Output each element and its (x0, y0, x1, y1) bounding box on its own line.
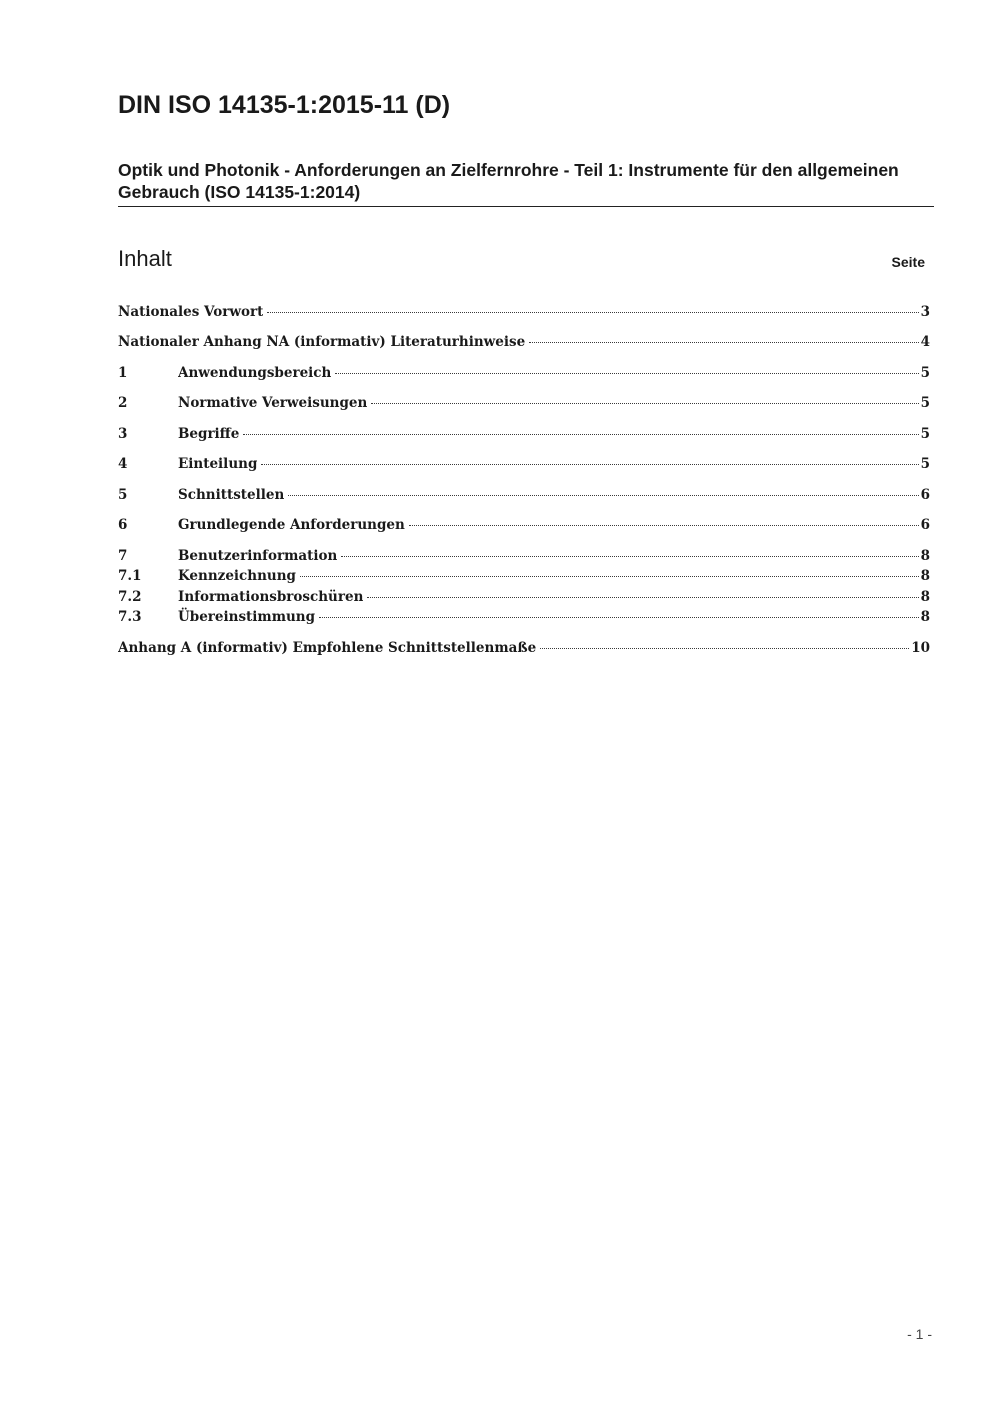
toc-entry-page: 6 (920, 517, 930, 533)
toc-entry-page: 10 (911, 640, 930, 656)
toc-entry-page: 4 (920, 334, 930, 350)
toc-entry-benutzerinformation[interactable] (118, 546, 930, 566)
toc-entry-normative-verweisungen[interactable] (118, 393, 930, 413)
toc-entry-title: Benutzerinformation (178, 548, 338, 564)
toc-dot-leader (267, 312, 918, 313)
toc-entry-nationaler-anhang-na[interactable] (118, 332, 930, 352)
toc-entry-page: 8 (920, 568, 930, 584)
toc-entry-title: Nationales Vorwort (118, 304, 264, 320)
toc-entry-grundlegende-anforderungen[interactable] (118, 515, 930, 535)
toc-entry-page: 8 (920, 609, 930, 625)
toc-entry-kennzeichnung[interactable] (118, 566, 930, 586)
toc-dot-leader (319, 617, 919, 618)
table-of-contents (118, 0, 930, 1403)
toc-entry-title: Übereinstimmung (178, 609, 316, 625)
toc-entry-number: 3 (118, 426, 128, 442)
page-number-footer: - 1 - (907, 1326, 932, 1342)
toc-entry-title: Kennzeichnung (178, 568, 296, 584)
toc-page-column-label: Seite (891, 254, 925, 270)
toc-dot-leader (335, 373, 918, 374)
toc-entry-page: 5 (920, 365, 930, 381)
toc-entry-title: Begriffe (178, 426, 240, 442)
toc-entry-number: 7.1 (118, 568, 142, 584)
toc-dot-leader (300, 576, 919, 577)
toc-entry-anwendungsbereich[interactable] (118, 363, 930, 383)
document-subtitle: Optik und Photonik - Anforderungen an Zielfernrohre - Teil 1: Instrumente für den allgemeinen Gebrauch (ISO 14135-1:2014) (118, 160, 899, 202)
toc-entry-nationales-vorwort[interactable] (118, 302, 930, 322)
toc-entry-begriffe[interactable] (118, 424, 930, 444)
toc-dot-leader (540, 648, 909, 649)
toc-entry-number: 7.2 (118, 589, 142, 605)
toc-entry-page: 5 (920, 395, 930, 411)
toc-dot-leader (261, 464, 918, 465)
toc-dot-leader (341, 556, 918, 557)
toc-entry-title: Grundlegende Anforderungen (178, 517, 405, 533)
toc-entry-page: 3 (920, 304, 930, 320)
toc-entry-title: Anwendungsbereich (178, 365, 332, 381)
toc-entry-title: Einteilung (178, 456, 258, 472)
toc-heading: Inhalt (118, 246, 172, 271)
toc-entry-page: 8 (920, 589, 930, 605)
toc-dot-leader (243, 434, 918, 435)
toc-entry-einteilung[interactable] (118, 454, 930, 474)
toc-dot-leader (529, 342, 918, 343)
toc-entry-schnittstellen[interactable] (118, 485, 930, 505)
toc-entry-informationsbroschueren[interactable] (118, 587, 930, 607)
toc-entry-number: 5 (118, 487, 128, 503)
toc-dot-leader (288, 495, 918, 496)
toc-entry-uebereinstimmung[interactable] (118, 607, 930, 627)
toc-dot-leader (371, 403, 918, 404)
toc-entry-anhang-a[interactable] (118, 638, 930, 658)
toc-entry-title: Anhang A (informativ) Empfohlene Schnittstellenmaße (118, 640, 537, 656)
toc-entry-page: 6 (920, 487, 930, 503)
toc-entry-page: 5 (920, 426, 930, 442)
toc-entry-page: 5 (920, 456, 930, 472)
toc-entry-number: 7.3 (118, 609, 142, 625)
document-title: DIN ISO 14135-1:2015-11 (D) (118, 91, 451, 119)
toc-entry-number: 1 (118, 365, 128, 381)
toc-entry-title: Nationaler Anhang NA (informativ) Literaturhinweise (118, 334, 526, 350)
toc-entry-title: Schnittstellen (178, 487, 285, 503)
toc-entry-number: 4 (118, 456, 128, 472)
toc-entry-page: 8 (920, 548, 930, 564)
toc-entry-number: 7 (118, 548, 128, 564)
toc-entry-title: Informationsbroschüren (178, 589, 364, 605)
toc-entry-number: 2 (118, 395, 128, 411)
toc-dot-leader (409, 525, 919, 526)
toc-dot-leader (367, 597, 918, 598)
toc-entry-title: Normative Verweisungen (178, 395, 368, 411)
toc-entry-number: 6 (118, 517, 128, 533)
